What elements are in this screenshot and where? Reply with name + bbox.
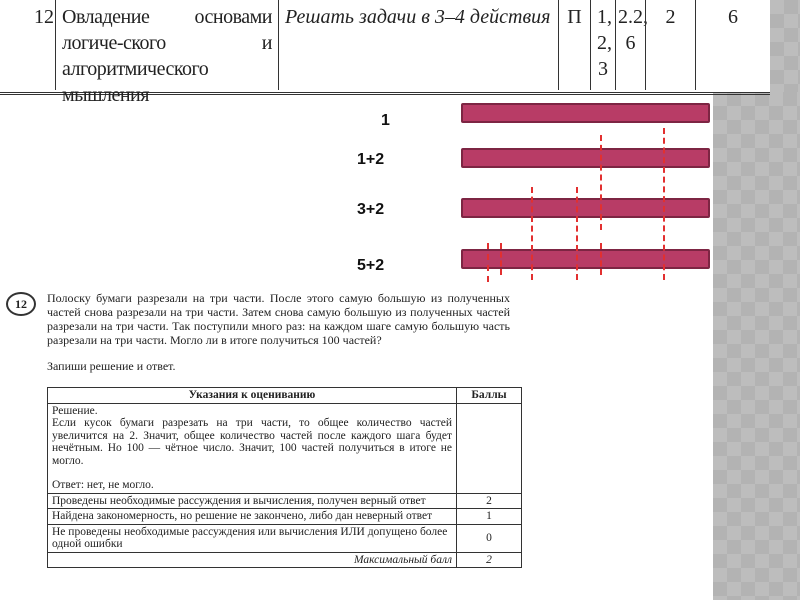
topic-cell: Овладение основами логиче-ского и алгоритмического мышления (55, 0, 278, 90)
slide-background-strip-top (770, 0, 800, 92)
step-label: 1+2 (357, 151, 385, 168)
problem-statement (47, 291, 510, 373)
table-row (48, 524, 522, 552)
col5-cell: 1, 2, 3 (590, 0, 615, 90)
criteria-header: Указания к оцениванию (48, 388, 457, 404)
cut-line (531, 187, 533, 280)
points: 2 (457, 493, 522, 509)
col8-cell: 6 (695, 0, 770, 90)
max-score-label: Максимальный балл (48, 552, 457, 568)
paper-strip (461, 249, 710, 269)
problem-text: Полоску бумаги разрезали на три части. После этого самую большую из полученных частей снова разрезали на три части. Затем снова самую большую из полученных частей разрезали на три части. Так поступили много раз: на каждом шаге самую большую часть разрезали на три части. Могло ли в итоге получиться 100 частей? (47, 291, 510, 347)
paper-strip (461, 148, 710, 168)
grading-table (47, 387, 522, 568)
criterion: Найдена закономерность, но решение не закончено, либо дан неверный ответ (48, 509, 457, 525)
points: 0 (457, 524, 522, 552)
problem-instruction: Запиши решение и ответ. (47, 359, 176, 373)
cut-line (576, 187, 578, 280)
cut-line (487, 243, 489, 282)
problem-number-badge: 12 (6, 292, 36, 316)
points: 1 (457, 509, 522, 525)
cut-line (663, 128, 665, 280)
step-label: 5+2 (357, 257, 385, 274)
col7-cell: 2 (645, 0, 695, 90)
step-label: 3+2 (357, 201, 385, 218)
max-score: 2 (457, 552, 522, 568)
cut-line (600, 243, 602, 275)
cut-line (600, 135, 602, 230)
table-row (48, 509, 522, 525)
specification-table-row (0, 0, 770, 106)
solution-text: Если кусок бумаги разрезать на три части, то общее количество частей увеличится на 2. Значит, общее количество частей после каждого шага будет нечётным. Но 100 — чётное число. Значит, 100 частей получиться в итоге не могло. (52, 417, 452, 467)
step-label: 1 (381, 112, 390, 129)
skill-cell: Решать задачи в 3–4 действия (278, 0, 558, 90)
solution-title: Решение. (52, 404, 98, 417)
criterion: Проведены необходимые рассуждения и вычисления, получен верный ответ (48, 493, 457, 509)
paper-strip (461, 103, 710, 123)
cut-line (500, 243, 502, 275)
criterion: Не проведены необходимые рассуждения или вычисления ИЛИ допущено более одной ошибки (48, 524, 457, 552)
slide-background-strip (713, 92, 800, 600)
solution-answer: Ответ: нет, не могло. (52, 479, 154, 491)
table-row (48, 493, 522, 509)
level-cell: П (558, 0, 590, 90)
col6-cell: 2.2, 6 (615, 0, 645, 90)
points-header: Баллы (457, 388, 522, 404)
task-number: 12 (34, 6, 54, 28)
paper-strip (461, 198, 710, 218)
